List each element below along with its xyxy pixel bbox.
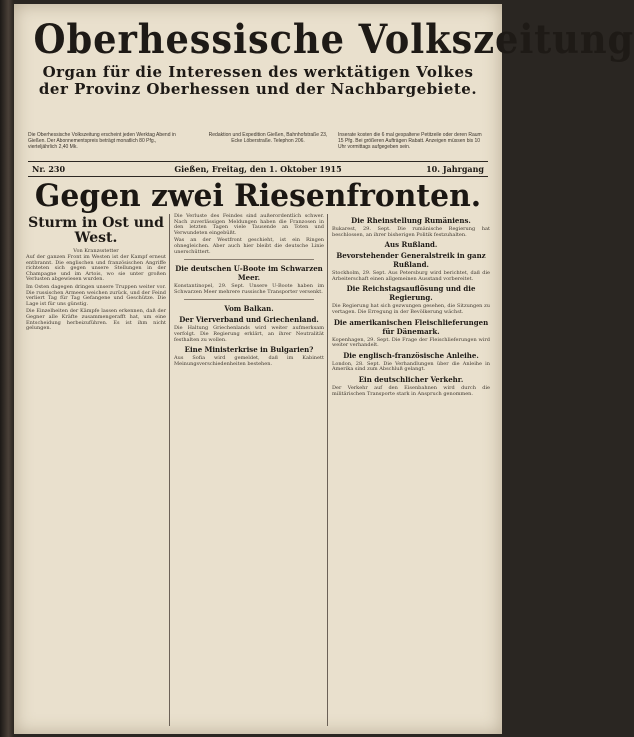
- article-paragraph: Die Einzelheiten der Kämpfe lassen erkennen, daß der Gegner alle Kräfte zusammengerafft hat, um eine Entscheidung herbeizuführen. Es ist ihm nicht gelungen.: [26, 308, 166, 332]
- article-paragraph: Die Verluste des Feindes sind außerordentlich schwer. Nach zuverlässigen Meldungen haben die Franzosen in den letzten Tagen viele Tausende an Toten und Verwundeten eingebüßt.: [174, 213, 324, 236]
- section-heading: Die englisch-französische Anleihe.: [343, 350, 479, 360]
- editorial-address: Redaktion und Expedition Gießen, Bahnhofstraße 23, Ecke Löberstraße. Telephon 206.: [208, 132, 328, 144]
- article-paragraph: Kopenhagen, 29. Sept. Die Frage der Fleischlieferungen wird weiter verhandelt.: [332, 336, 490, 349]
- subscription-info: Die Oberhessische Volkszeitung erscheint jeden Werktag Abend in Gießen. Der Abonnementspreis beträgt monatlich 80 Pfg., vierteljährlich 2,40 Mk.: [28, 132, 176, 150]
- article-byline: Von Kranzsstetter: [73, 248, 119, 254]
- section-heading: Ein deutschlicher Verkehr.: [358, 374, 464, 384]
- article-paragraph: Im Osten dagegen dringen unsere Truppen weiter vor. Die russischen Armeen weichen zurück, und der Feind verliert Tag für Tag Gefangene und Geschütze. Die Lage ist für uns günstig.: [26, 283, 166, 307]
- section-heading: Die Rheinstellung Rumäniens.: [351, 216, 471, 225]
- main-headline: Gegen zwei Riesenfronten.: [34, 178, 482, 214]
- section-subheading: Eine Ministerkrise in Bulgarien?: [184, 345, 314, 355]
- dateline: [28, 161, 488, 177]
- section-heading: Aus Rußland.: [384, 240, 438, 250]
- section-heading: Die amerikanischen Fleischlieferungen für Dänemark.: [333, 317, 489, 336]
- section-heading: Die Reichstagsauflösung und die Regierung.: [346, 284, 476, 303]
- article-paragraph: Die Regierung hat sich gezwungen gesehen, die Sitzungen zu vertagen. Die Erregung in der Bevölkerung wächst.: [332, 303, 490, 315]
- column-1: [26, 214, 166, 726]
- place-and-date: Gießen, Freitag, den 1. Oktober 1915: [174, 164, 342, 174]
- book-binding: [0, 0, 14, 737]
- article-paragraph: Was an der Westfront geschieht, ist ein Ringen ohnegleichen. Aber auch hier bleibt die deutsche Linie unerschüttert.: [174, 237, 324, 255]
- column-rule: [327, 214, 328, 726]
- section-subheading: Der Vierverband und Griechenland.: [179, 315, 319, 325]
- newspaper-page: [14, 4, 634, 734]
- section-subheading: Bevorstehender Generalstreik in ganz Rußland.: [336, 251, 486, 270]
- separator: [184, 259, 314, 260]
- section-heading: Die deutschen U-Boote im Schwarzen Meer.: [175, 264, 323, 283]
- subtitle-line-1: Organ für die Interessen des werktätigen Volkes: [42, 63, 474, 81]
- masthead: [14, 16, 634, 98]
- section-heading: Vom Balkan.: [224, 304, 274, 314]
- article-paragraph: Bukarest, 29. Sept. Die rumänische Regierung hat beschlossen, an ihrer bisherigen Politik festzuhalten.: [332, 226, 490, 238]
- newspaper-title: Oberhessische Volkszeitung: [33, 16, 634, 63]
- issue-number: Nr. 230: [32, 164, 66, 174]
- advertising-info: Inserate kosten die 6 mal gespaltene Petitzeile oder deren Raum 15 Pfg. Bei größeren Aufträgen Rabatt. Anzeigen müssen bis 10 Uhr vormittags aufgegeben sein.: [338, 132, 482, 150]
- article-paragraph: Stockholm, 29. Sept. Aus Petersburg wird berichtet, daß die Arbeiterschaft einen allgemeinen Ausstand vorbereitet.: [332, 270, 490, 282]
- separator: [184, 299, 314, 300]
- article-paragraph: London, 28. Sept. Die Verhandlungen über die Anleihe in Amerika sind zum Abschluß gelangt.: [332, 360, 490, 373]
- article-paragraph: Aus Sofia wird gemeldet, daß im Kabinett Meinungsverschiedenheiten bestehen.: [174, 355, 324, 367]
- column-2: [174, 214, 324, 726]
- article-heading: Sturm in Ost und West.: [28, 215, 164, 246]
- article-paragraph: Der Verkehr auf den Eisenbahnen wird durch die militärischen Transporte stark in Anspruch genommen.: [332, 384, 490, 397]
- column-rule: [169, 214, 170, 726]
- column-3: [332, 214, 490, 726]
- article-paragraph: Auf der ganzen Front im Westen ist der Kampf erneut entbrannt. Die englischen und französischen Angriffe richteten sich gegen unsere Stellungen in der Champagne und im Artois, wo sie unter großen Verlusten abgewiesen wurden.: [26, 254, 166, 283]
- volume-year: 10. Jahrgang: [426, 164, 484, 174]
- subtitle-line-2: der Provinz Oberhessen und der Nachbargebiete.: [38, 80, 478, 98]
- article-paragraph: Konstantinopel, 29. Sept. Unsere U-Boote haben im Schwarzen Meer mehrere russische Transporter versenkt.: [174, 283, 324, 295]
- article-paragraph: Die Haltung Griechenlands wird weiter aufmerksam verfolgt. Die Regierung erklärt, an ihrer Neutralität festhalten zu wollen.: [174, 325, 324, 343]
- info-bar: [28, 132, 488, 162]
